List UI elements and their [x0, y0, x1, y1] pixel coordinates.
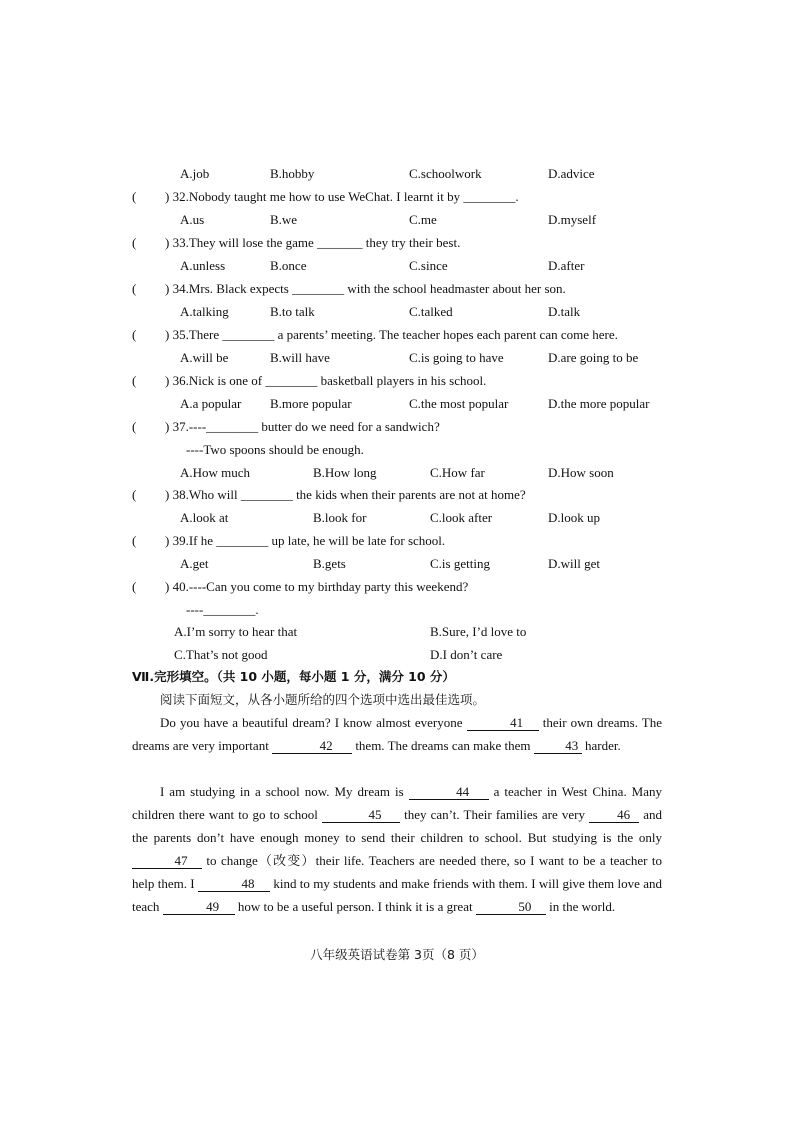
- q32-option-d[interactable]: D.myself: [548, 212, 597, 227]
- q34-option-c[interactable]: C.talked: [409, 304, 453, 319]
- passage-paragraph-1: [132, 711, 662, 757]
- blank-49[interactable]: 49: [163, 899, 235, 915]
- passage-text: and the parents don’t have enough money to send their children to school. But studying is the only: [132, 807, 663, 845]
- q37-option-b[interactable]: B.How long: [313, 465, 377, 480]
- blank-46[interactable]: 46: [589, 807, 639, 823]
- q35-option-a[interactable]: A.will be: [180, 350, 229, 365]
- q32-stem: ) 32.Nobody taught me how to use WeChat. I learnt it by ________.: [165, 189, 519, 204]
- blank-44[interactable]: 44: [409, 784, 489, 800]
- q31-option-a: A.job: [180, 166, 210, 181]
- blank-43[interactable]: 43: [534, 738, 582, 754]
- q37-reply: ----Two spoons should be enough.: [186, 442, 364, 457]
- blank-50[interactable]: 50: [476, 899, 546, 915]
- q37-paren[interactable]: (: [132, 419, 137, 434]
- q39-paren[interactable]: (: [132, 533, 137, 548]
- blank-47[interactable]: 47: [132, 853, 202, 869]
- q36-paren[interactable]: (: [132, 373, 137, 388]
- q33-stem: ) 33.They will lose the game _______ they try their best.: [165, 235, 461, 250]
- q35-paren[interactable]: (: [132, 327, 137, 342]
- q33-option-c[interactable]: C.since: [409, 258, 448, 273]
- q32-option-c[interactable]: C.me: [409, 212, 437, 227]
- section-title: Ⅶ.完形填空。（共 10 小题，每小题 1 分，满分 10 分）: [132, 669, 455, 684]
- q40-reply: ----________.: [186, 602, 259, 617]
- q37-option-d[interactable]: D.How soon: [548, 465, 614, 480]
- q35-stem: ) 35.There ________ a parents’ meeting. The teacher hopes each parent can come here.: [165, 327, 618, 342]
- q31-option-d: D.advice: [548, 166, 595, 181]
- q34-paren[interactable]: (: [132, 281, 137, 296]
- q32-paren[interactable]: (: [132, 189, 137, 204]
- q32-option-a[interactable]: A.us: [180, 212, 205, 227]
- q39-option-c[interactable]: C.is getting: [430, 556, 490, 571]
- q37-stem: ) 37.----________ butter do we need for a sandwich?: [165, 419, 440, 434]
- passage-text: them. The dreams can make them: [355, 738, 531, 753]
- q40-option-d[interactable]: D.I don’t care: [430, 647, 503, 662]
- q33-option-a[interactable]: A.unless: [180, 258, 226, 273]
- q35-option-c[interactable]: C.is going to have: [409, 350, 504, 365]
- q34-option-d[interactable]: D.talk: [548, 304, 581, 319]
- passage-paragraph-2: [132, 780, 662, 918]
- q40-stem: ) 40.----Can you come to my birthday party this weekend?: [165, 579, 469, 594]
- passage-text: kind to my students and make friends with them. I will give them love and teach: [132, 876, 662, 914]
- q34-option-a[interactable]: A.talking: [180, 304, 229, 319]
- q36-option-c[interactable]: C.the most popular: [409, 396, 509, 411]
- q36-stem: ) 36.Nick is one of ________ basketball players in his school.: [165, 373, 487, 388]
- q39-option-b[interactable]: B.gets: [313, 556, 346, 571]
- q35-option-b[interactable]: B.will have: [270, 350, 330, 365]
- q38-paren[interactable]: (: [132, 487, 137, 502]
- passage-text: in the world.: [549, 899, 616, 914]
- q31-option-c: C.schoolwork: [409, 166, 482, 181]
- passage-text: Do you have a beautiful dream? I know almost everyone: [160, 715, 463, 730]
- q38-option-c[interactable]: C.look after: [430, 510, 493, 525]
- passage-text: I am studying in a school now. My dream is: [160, 784, 404, 799]
- q32-option-b[interactable]: B.we: [270, 212, 298, 227]
- page-footer: 八年级英语试卷第 3页（8 页）: [310, 947, 484, 962]
- q39-stem: ) 39.If he ________ up late, he will be late for school.: [165, 533, 446, 548]
- q38-option-d[interactable]: D.look up: [548, 510, 600, 525]
- q40-option-c[interactable]: C.That’s not good: [174, 647, 268, 662]
- passage-text: their own dreams. The dreams are very important: [132, 715, 663, 753]
- passage-text: they can’t. Their families are very: [404, 807, 585, 822]
- q34-stem: ) 34.Mrs. Black expects ________ with the school headmaster about her son.: [165, 281, 566, 296]
- q33-paren[interactable]: (: [132, 235, 137, 250]
- q38-option-a[interactable]: A.look at: [180, 510, 229, 525]
- passage-text: harder.: [585, 738, 621, 753]
- section-instruction: 阅读下面短文，从各小题所给的四个选项中选出最佳选项。: [160, 692, 486, 707]
- q34-option-b[interactable]: B.to talk: [270, 304, 315, 319]
- blank-42[interactable]: 42: [272, 738, 352, 754]
- q36-option-d[interactable]: D.the more popular: [548, 396, 650, 411]
- q35-option-d[interactable]: D.are going to be: [548, 350, 639, 365]
- q39-option-d[interactable]: D.will get: [548, 556, 600, 571]
- q39-option-a[interactable]: A.get: [180, 556, 209, 571]
- q40-option-a[interactable]: A.I’m sorry to hear that: [174, 624, 298, 639]
- q40-paren[interactable]: (: [132, 579, 137, 594]
- blank-48[interactable]: 48: [198, 876, 270, 892]
- passage-text: how to be a useful person. I think it is a great: [237, 899, 473, 914]
- q36-option-b[interactable]: B.more popular: [270, 396, 352, 411]
- blank-41[interactable]: 41: [467, 715, 539, 731]
- q40-option-b[interactable]: B.Sure, I’d love to: [430, 624, 527, 639]
- q31-option-b: B.hobby: [270, 166, 315, 181]
- q38-stem: ) 38.Who will ________ the kids when their parents are not at home?: [165, 487, 526, 502]
- q38-option-b[interactable]: B.look for: [313, 510, 367, 525]
- q33-option-d[interactable]: D.after: [548, 258, 585, 273]
- q33-option-b[interactable]: B.once: [270, 258, 307, 273]
- passage-text: to change（改变）their life. Teachers are needed there, so I want to be a teacher to help them. I: [132, 853, 663, 891]
- passage-text: a teacher in West China. Many children there want to go to school: [132, 784, 662, 822]
- q36-option-a[interactable]: A.a popular: [180, 396, 242, 411]
- q37-option-c[interactable]: C.How far: [430, 465, 485, 480]
- blank-45[interactable]: 45: [322, 807, 400, 823]
- q37-option-a[interactable]: A.How much: [180, 465, 251, 480]
